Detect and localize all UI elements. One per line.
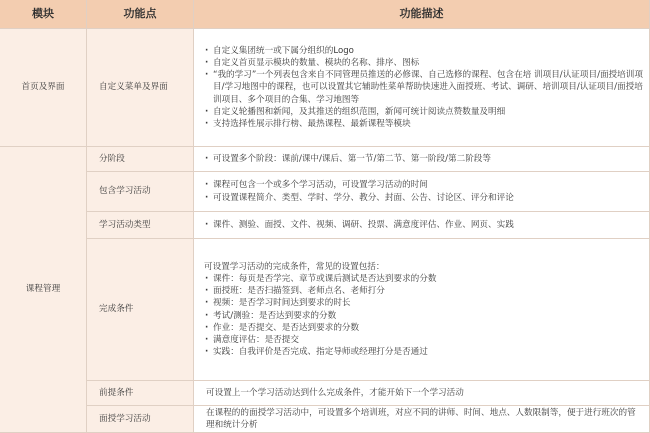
feature-stages: 分阶段	[87, 147, 194, 172]
list-item: · 可设置多个阶段：课前/课中/课后、第一节/第二节、第一阶段/第二阶段等	[204, 153, 643, 165]
list-item: · 实践：自我评价是否完成、指定导师或经理打分是否通过	[204, 346, 643, 358]
feature-learning-activities: 包含学习活动	[87, 172, 194, 212]
list-item: · 自定义轮播图和新闻，及其推送的组织范围，新闻可统计阅读点赞数量及明细	[204, 106, 643, 118]
list-item: · 可设置课程简介、类型、学时、学分、教分、封面、公告、讨论区、评分和评论	[204, 192, 643, 204]
header-module: 模块	[0, 0, 87, 29]
feature-prerequisites: 前提条件	[87, 381, 194, 406]
description-text: 在课程的的面授学习活动中，可设置多个培训班，对应不同的讲师、时间、地点、人数限制等，便于进行班次的管理和统计分析	[206, 407, 636, 430]
description-classroom-activity	[194, 406, 650, 433]
header-feature: 功能点	[87, 0, 194, 29]
description-custom-menu	[194, 29, 650, 147]
list-item: · 自定义首页显示模块的数量、模块的名称、排序、图标	[204, 57, 643, 69]
list-item: · 考试/测验：是否达到要求的分数	[204, 310, 643, 322]
list-item: · 课件：每页是否学完、章节或课后测试是否达到要求的分数	[204, 273, 643, 285]
description-intro: 可设置学习活动的完成条件，常见的设置包括：	[204, 261, 385, 272]
list-item: · 满意度评估：是否提交	[204, 334, 643, 346]
list-item: · 课程可包含一个或多个学习活动，可设置学习活动的时间	[204, 179, 643, 191]
description-completion-conditions	[194, 239, 650, 381]
description-learning-activities	[194, 172, 650, 212]
list-item: · 视频：是否学习时间达到要求的时长	[204, 297, 643, 309]
module-course-management: 课程管理	[0, 147, 87, 433]
list-item: · 作业：是否提交、是否达到要求的分数	[204, 322, 643, 334]
list-item: · “我的学习”一个列表包含来自不同管理员推送的必修课、自己选修的课程、包含在培 训项目/认证项目/面授培训项目/学习地图中的课程，也可以设置其它辅助性菜单帮助快速进入面授班、考试、调研、培训项目/认证项目/面授培训项目、多个项目的合集、学习地图等	[204, 69, 643, 106]
header-description: 功能描述	[194, 0, 650, 29]
description-stages	[194, 147, 650, 172]
list-item: · 自定义集团统一或下属分组织的Logo	[204, 45, 643, 57]
description-text: 可设置上一个学习活动达到什么完成条件，才能开始下一个学习活动	[206, 387, 464, 398]
feature-completion-conditions: 完成条件	[87, 239, 194, 381]
module-homepage: 首页及界面	[0, 29, 87, 147]
feature-classroom-activity: 面授学习活动	[87, 406, 194, 433]
description-prerequisites	[194, 381, 650, 406]
description-activity-types	[194, 212, 650, 239]
list-item: · 课件、测验、面授、文件、视频、调研、投票、满意度评估、作业、网页、实践	[204, 219, 643, 231]
feature-activity-types: 学习活动类型	[87, 212, 194, 239]
list-item: · 面授班：是否扫描签到、老师点名、老师打分	[204, 285, 643, 297]
list-item: · 支持选择性展示排行榜、最热课程、最新课程等模块	[204, 118, 643, 130]
feature-custom-menu: 自定义菜单及界面	[87, 29, 194, 147]
